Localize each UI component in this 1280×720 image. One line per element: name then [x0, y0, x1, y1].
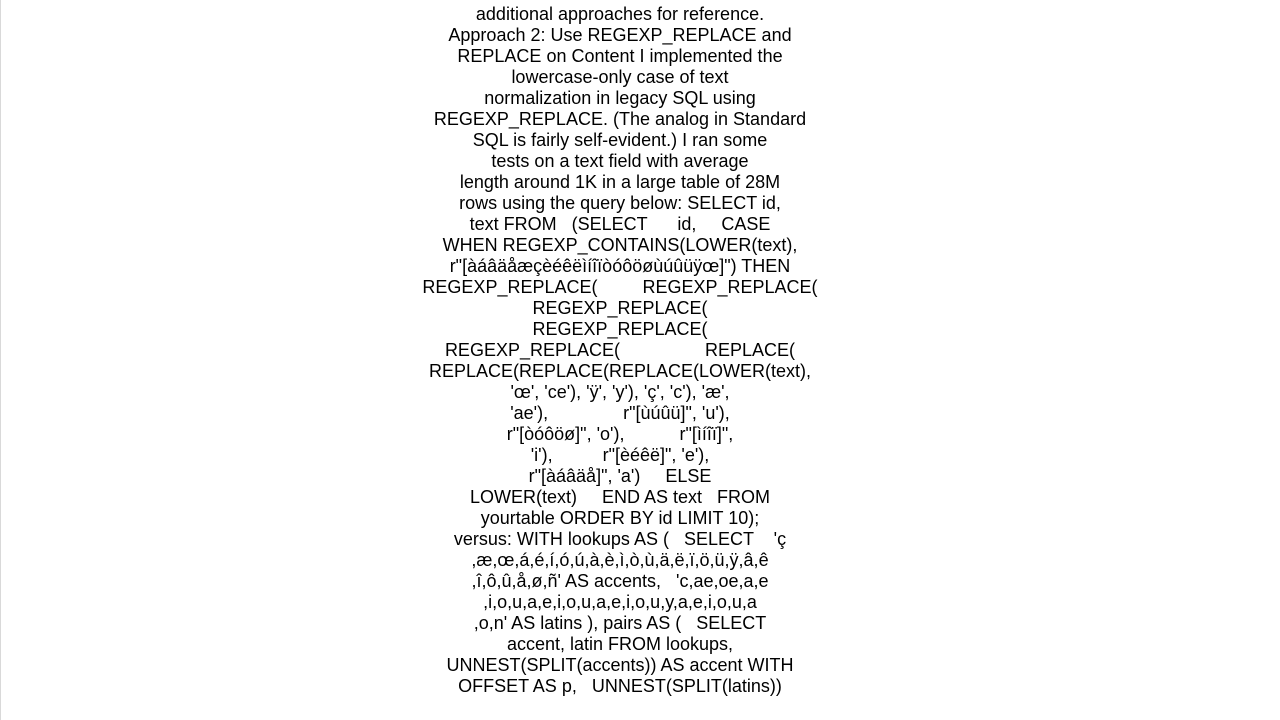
text-line: 'ae'), r"[ùúûü]", 'u'),	[510, 403, 730, 423]
text-line: lowercase-only case of text	[511, 67, 729, 87]
text-line: REGEXP_REPLACE(	[532, 319, 708, 339]
text-line: yourtable ORDER BY id LIMIT 10);	[480, 508, 760, 528]
text-line: ,i,o,u,a,e,i,o,u,a,e,i,o,u,y,a,e,i,o,u,a	[483, 592, 757, 612]
page-left-border	[0, 0, 1, 720]
text-line: versus: WITH lookups AS ( SELECT 'ç	[453, 529, 787, 549]
text-line: REPLACE(REPLACE(REPLACE(LOWER(text),	[428, 361, 812, 381]
text-line: normalization in legacy SQL using	[484, 88, 756, 108]
text-line: REGEXP_REPLACE( REPLACE(	[444, 340, 796, 360]
text-line: text FROM (SELECT id, CASE	[469, 214, 771, 234]
document-text-column	[400, 0, 840, 696]
text-line: r"[òóôöø]", 'o'), r"[ìíîï]",	[506, 424, 734, 444]
text-line: ,æ,œ,á,é,í,ó,ú,à,è,ì,ò,ù,ä,ë,ï,ö,ü,ÿ,â,ê	[471, 550, 769, 570]
text-line: OFFSET AS p, UNNEST(SPLIT(latins))	[458, 676, 782, 696]
text-line: REGEXP_REPLACE. (The analog in Standard	[433, 109, 807, 129]
text-line: r"[àáâäåæçèéêëìíîïòóôöøùúûüÿœ]") THEN	[449, 256, 791, 276]
text-line: LOWER(text) END AS text FROM	[469, 487, 771, 507]
text-line: rows using the query below: SELECT id,	[459, 193, 781, 213]
text-line: r"[àáâäå]", 'a') ELSE	[528, 466, 712, 486]
text-line: accent, latin FROM lookups,	[506, 634, 734, 654]
text-line: ,o,n' AS latins ), pairs AS ( SELECT	[473, 613, 767, 633]
text-line: SQL is fairly self-evident.) I ran some	[472, 130, 768, 150]
text-line: Approach 2: Use REGEXP_REPLACE and	[448, 25, 792, 45]
text-line: REGEXP_REPLACE(	[532, 298, 708, 318]
text-line: length around 1K in a large table of 28M	[459, 172, 781, 192]
text-line: ,î,ô,û,å,ø,ñ' AS accents, 'c,ae,oe,a,e	[471, 571, 769, 591]
text-line: tests on a text field with average	[491, 151, 749, 171]
text-line: UNNEST(SPLIT(accents)) AS accent WITH	[446, 655, 794, 675]
text-line: additional approaches for reference.	[475, 4, 765, 24]
text-line: 'œ', 'ce'), 'ÿ', 'y'), 'ç', 'c'), 'æ',	[510, 382, 730, 402]
text-line: REGEXP_REPLACE( REGEXP_REPLACE(	[422, 277, 818, 297]
text-line: WHEN REGEXP_CONTAINS(LOWER(text),	[442, 235, 798, 255]
text-line: 'i'), r"[èéêë]", 'e'),	[530, 445, 710, 465]
text-line: REPLACE on Content I implemented the	[457, 46, 783, 66]
